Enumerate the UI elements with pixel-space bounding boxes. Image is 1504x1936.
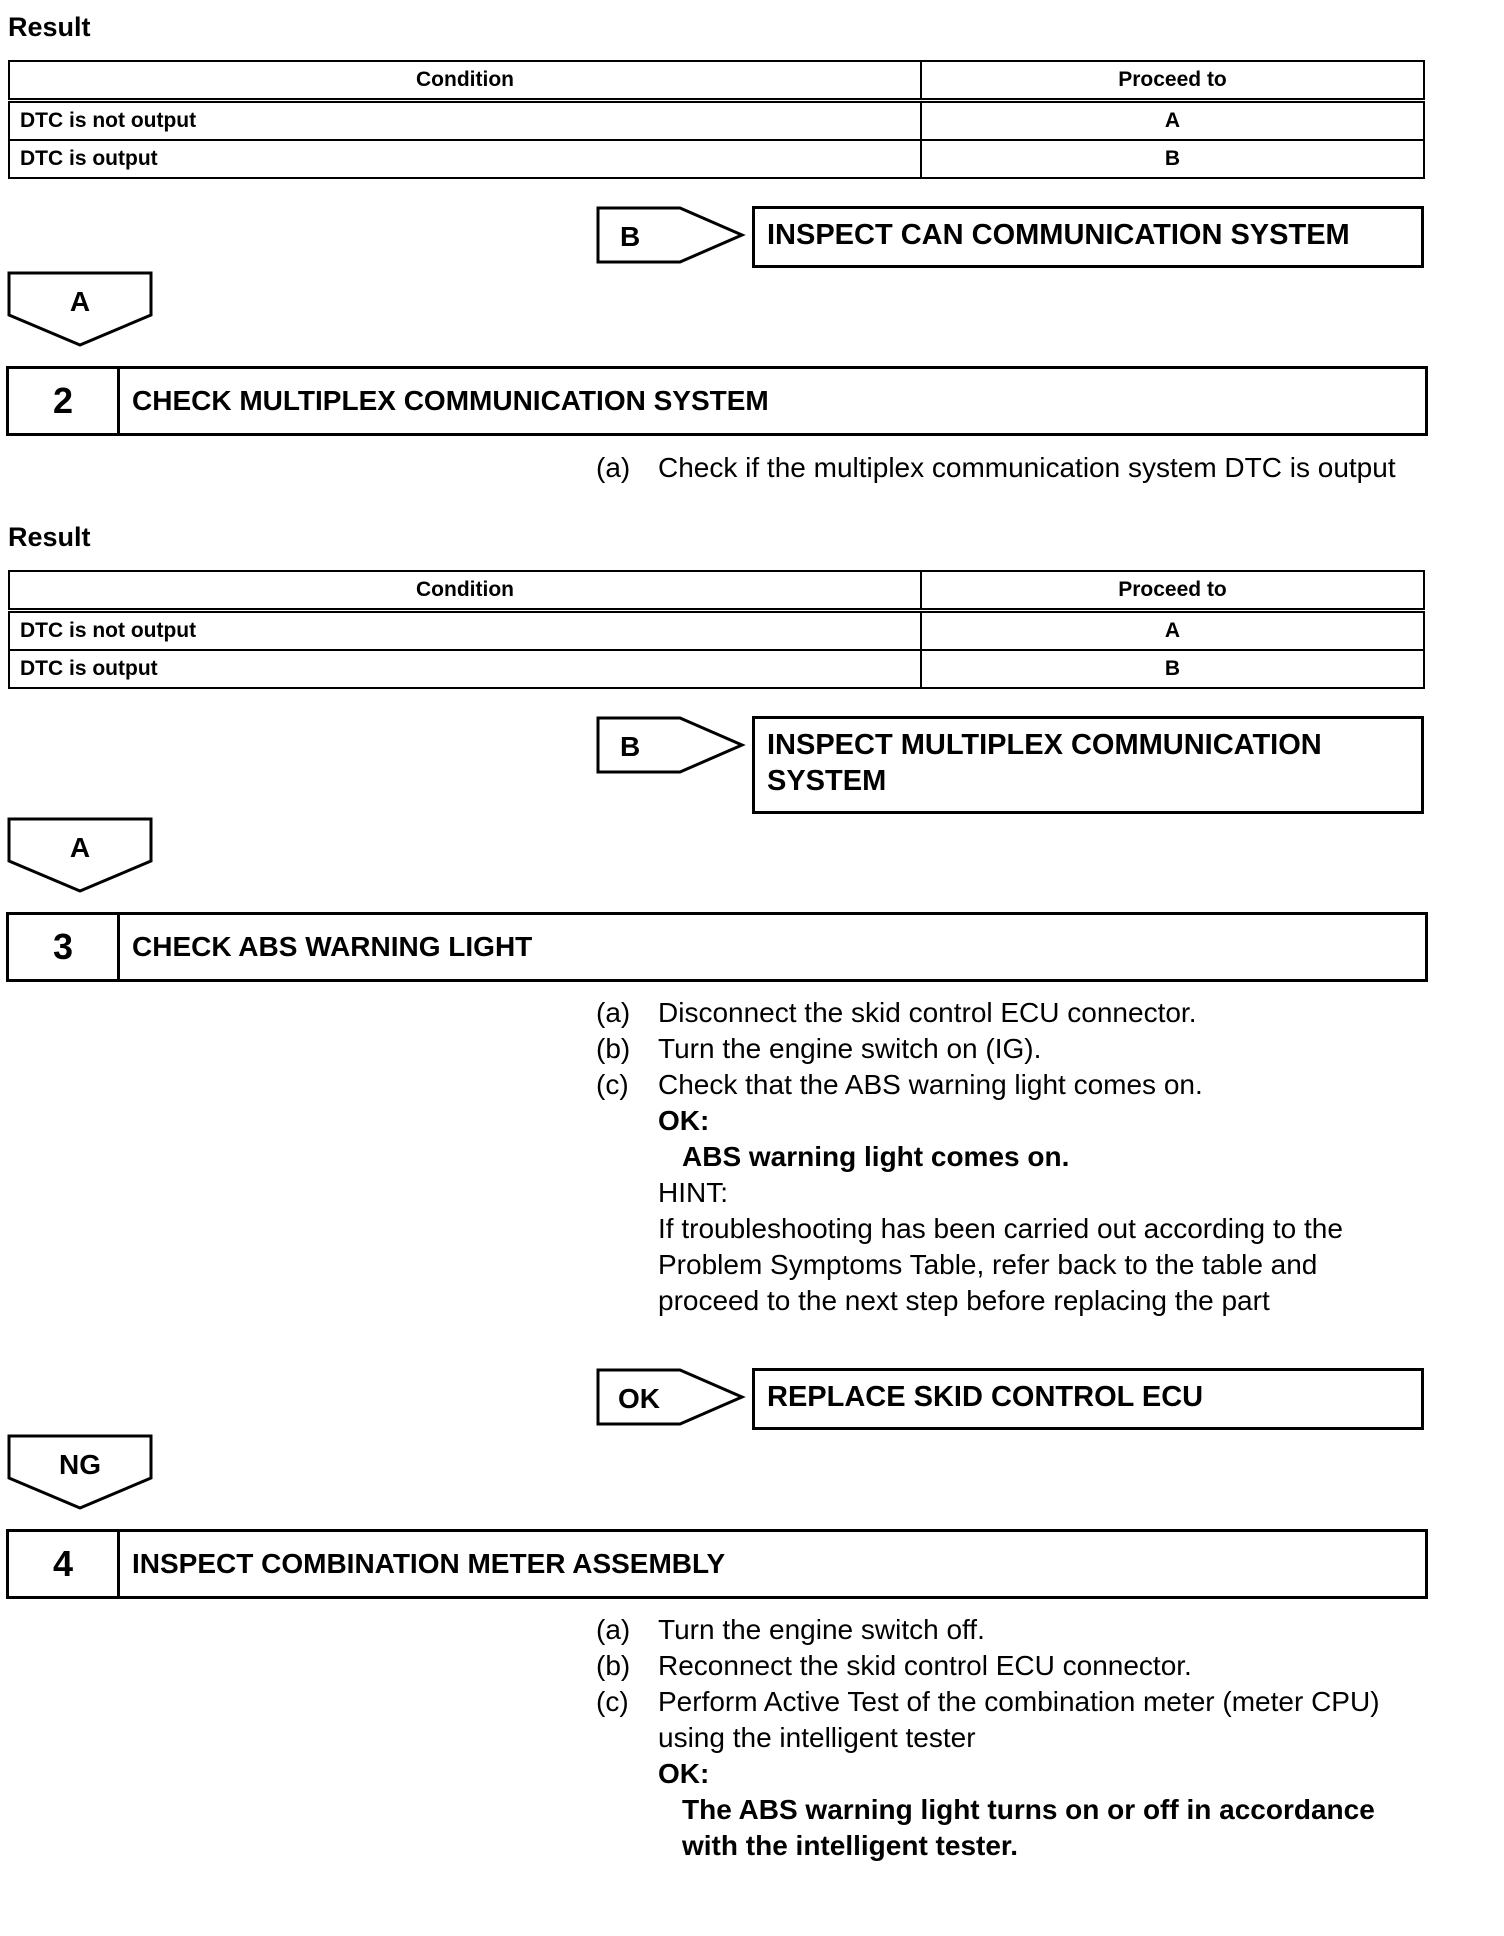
table-header-condition: Condition (9, 571, 921, 611)
ok-label: OK: (658, 1105, 710, 1136)
list-item (596, 1612, 1426, 1648)
step-header (6, 912, 1428, 982)
branch-target: REPLACE SKID CONTROL ECU (752, 1368, 1424, 1430)
result-heading: Result (8, 522, 91, 552)
step-number: 3 (9, 915, 120, 979)
down-arrow-label: A (69, 286, 91, 317)
table-header-proceed: Proceed to (921, 61, 1424, 101)
hint-label: HINT: (658, 1177, 728, 1208)
down-arrow-label: NG (59, 1449, 101, 1480)
item-label: (c) (596, 1069, 629, 1100)
list-item (596, 995, 1426, 1031)
proceed-cell: A (921, 101, 1424, 141)
ok-block (596, 1103, 1426, 1319)
ok-block (596, 1756, 1426, 1864)
list-item (596, 1067, 1426, 1103)
hint-text: If troubleshooting has been carried out according to the Problem Symptoms Table, refer back to the table and proceed to the next step before replacing the part (658, 1213, 1343, 1316)
branch-target: INSPECT CAN COMMUNICATION SYSTEM (752, 206, 1424, 268)
item-label: (b) (596, 1650, 631, 1681)
branch-arrow (596, 1368, 746, 1426)
result-heading: Result (8, 12, 91, 42)
list-item (596, 1684, 1426, 1756)
step-number: 4 (9, 1532, 120, 1596)
ok-value: The ABS warning light turns on or off in accordance with the intelligent tester. (682, 1794, 1375, 1861)
step-title: INSPECT COMBINATION METER ASSEMBLY (132, 1548, 726, 1579)
branch-arrow (596, 716, 746, 774)
item-label: (a) (596, 452, 631, 483)
item-text: Turn the engine switch off. (658, 1614, 985, 1645)
item-text: Check that the ABS warning light comes on. (658, 1069, 1203, 1100)
table-row (9, 650, 1424, 688)
branch-code: B (620, 731, 641, 762)
proceed-cell: B (921, 650, 1424, 688)
down-arrow (6, 271, 156, 351)
branch-code: OK (618, 1383, 660, 1414)
result-table (8, 60, 1425, 179)
proceed-cell: B (921, 140, 1424, 178)
branch-code: B (620, 221, 641, 252)
item-text: Reconnect the skid control ECU connector. (658, 1650, 1192, 1681)
table-row (9, 140, 1424, 178)
step-title: CHECK MULTIPLEX COMMUNICATION SYSTEM (132, 385, 769, 416)
item-label: (c) (596, 1686, 629, 1717)
step-title: CHECK ABS WARNING LIGHT (132, 931, 533, 962)
ok-label: OK: (658, 1758, 710, 1789)
branch-target: INSPECT MULTIPLEX COMMUNICATION SYSTEM (752, 716, 1424, 814)
step-instructions (596, 995, 1426, 1319)
down-arrow (6, 1434, 156, 1514)
step-header (6, 366, 1428, 436)
condition-cell: DTC is not output (9, 101, 921, 141)
table-row (9, 611, 1424, 651)
list-item (596, 450, 1426, 486)
item-label: (b) (596, 1033, 631, 1064)
down-arrow (6, 817, 156, 897)
list-item (596, 1648, 1426, 1684)
table-row (9, 101, 1424, 141)
item-text: Disconnect the skid control ECU connector. (658, 997, 1197, 1028)
item-label: (a) (596, 1614, 631, 1645)
step-number: 2 (9, 369, 120, 433)
branch-arrow (596, 206, 746, 264)
result-table (8, 570, 1425, 689)
table-header-proceed: Proceed to (921, 571, 1424, 611)
step-instructions (596, 450, 1426, 486)
item-text: Perform Active Test of the combination meter (meter CPU) using the intelligent tester (658, 1686, 1380, 1753)
ok-value: ABS warning light comes on. (682, 1141, 1070, 1172)
down-arrow-label: A (69, 832, 91, 863)
item-text: Check if the multiplex communication system DTC is output (658, 452, 1396, 483)
condition-cell: DTC is not output (9, 611, 921, 651)
step-header (6, 1529, 1428, 1599)
condition-cell: DTC is output (9, 650, 921, 688)
item-label: (a) (596, 997, 631, 1028)
proceed-cell: A (921, 611, 1424, 651)
step-instructions (596, 1612, 1426, 1864)
item-text: Turn the engine switch on (IG). (658, 1033, 1042, 1064)
table-header-condition: Condition (9, 61, 921, 101)
condition-cell: DTC is output (9, 140, 921, 178)
list-item (596, 1031, 1426, 1067)
